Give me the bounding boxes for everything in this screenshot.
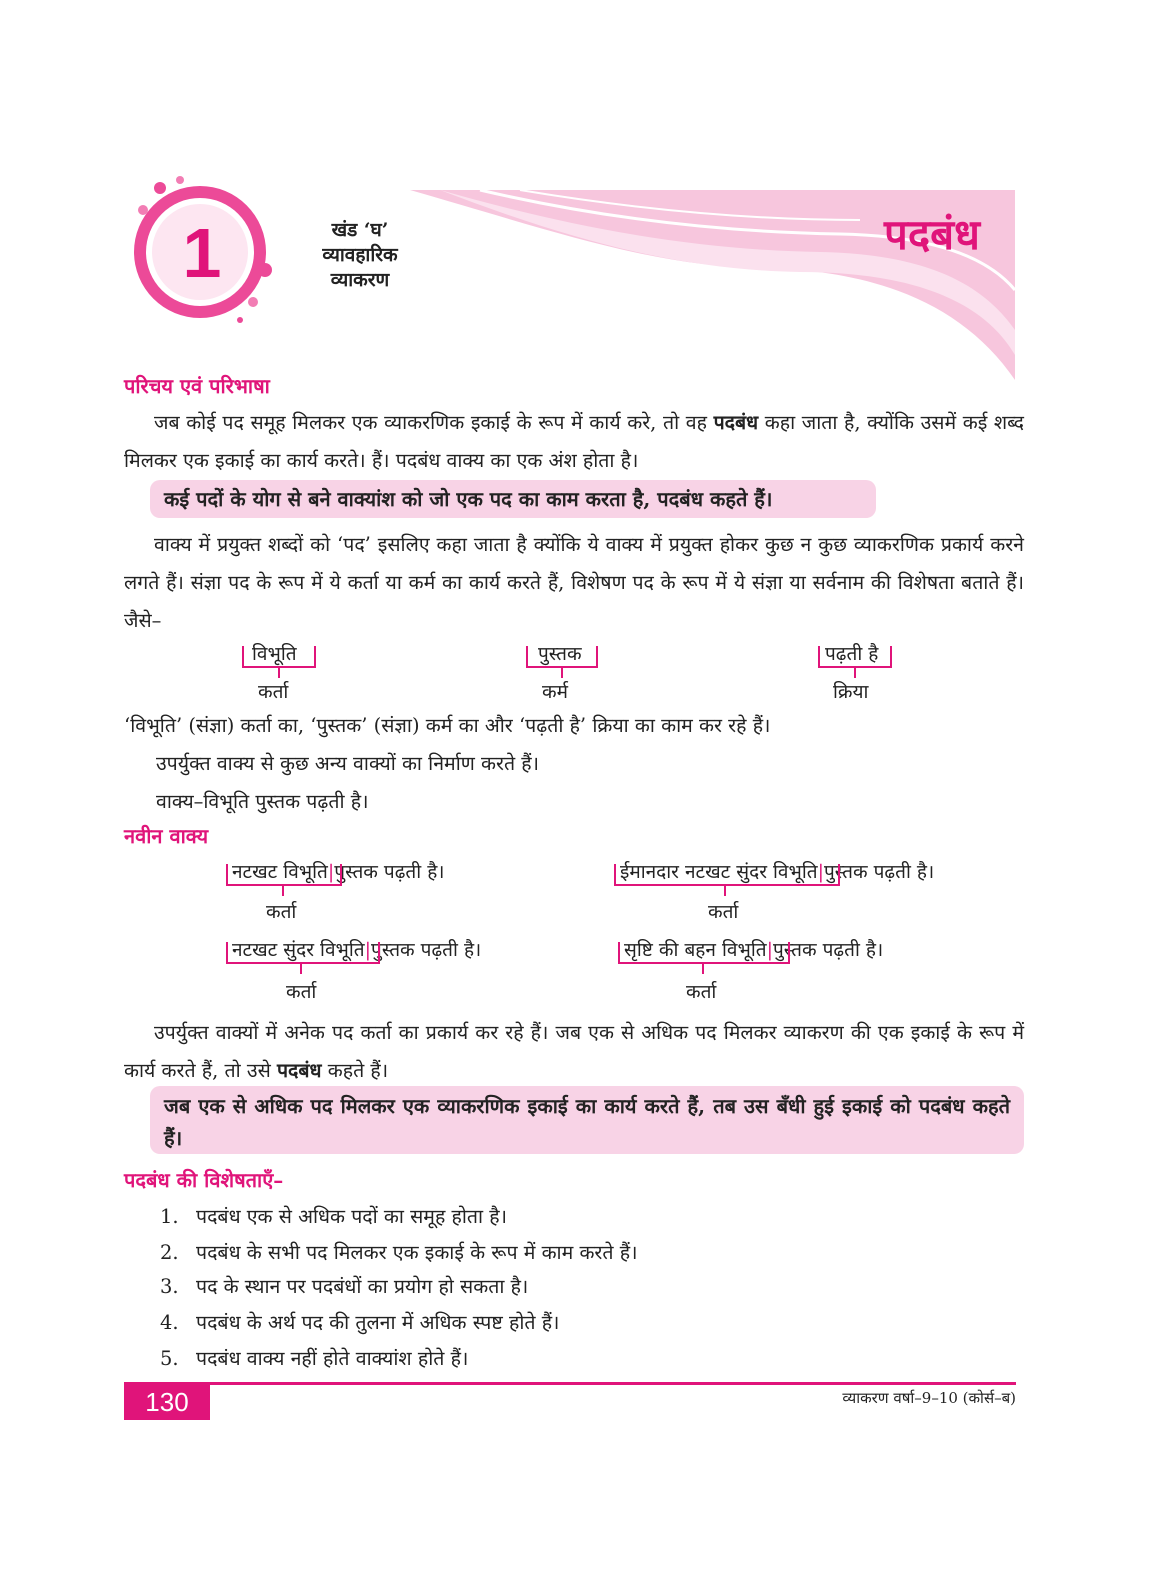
intro-text-1: जब कोई पद समूह मिलकर एक व्याकरणिक इकाई के रूप में कार्य करे, तो वह: [154, 411, 714, 434]
sentence-2-rest: पुस्तक पढ़ती है।: [824, 861, 935, 883]
definition-text-2: जब एक से अधिक पद मिलकर एक व्याकरणिक इकाई का कार्य करते हैं, तब उस बँधी हुई इकाई को पदबंध कहते हैं।: [164, 1094, 1010, 1150]
feature-text-3: पद के स्थान पर पदबंधों का प्रयोग हो सकता है।: [196, 1275, 529, 1298]
feature-item-5: [160, 1344, 468, 1371]
sentence-3-phrase: नटखट सुंदर विभूति: [232, 939, 365, 961]
chapter-number: 1: [182, 214, 222, 292]
summary-text-1: उपर्युक्त वाक्यों में अनेक पद कर्ता का प्रकार्य कर रहे हैं। जब एक से अधिक पद मिलकर व्याकरण की एक इकाई के रूप में कार्य करते हैं, तो उसे: [124, 1021, 1024, 1082]
sentence-2-tick: [724, 886, 726, 896]
section-line-3: व्याकरण: [330, 269, 390, 291]
sentence-2-bracket: [614, 864, 840, 886]
sentence-1: नटखट विभूति|पुस्तक पढ़ती है।: [232, 861, 445, 883]
diagram-bracket-2: [526, 646, 598, 668]
intro-text-2: कहा जाता है, क्योंकि उसमें कई शब्द मिलकर एक इकाई का कार्य करते। हैं। पदबंध वाक्य का एक अंश होता है।: [124, 411, 1025, 472]
pad-explanation-paragraph: वाक्य में प्रयुक्त शब्दों को ‘पद’ इसलिए कहा जाता है क्योंकि ये वाक्य में प्रयुक्त होकर कुछ न कुछ व्याकरणिक प्रकार्य करने लगते हैं। संज्ञा पद के रूप में ये कर्ता या कर्म का कार्य करते हैं, विशेषण पद के रूप में ये संज्ञा या सर्वनाम की विशेषता बताते हैं। जैसे–: [124, 533, 1024, 632]
chapter-title: पदबंध: [884, 210, 980, 259]
diagram-tick-3: [854, 668, 856, 678]
diagram-label-kriya: क्रिया: [833, 681, 869, 703]
diagram-word-vibhuti: विभूति: [252, 643, 297, 665]
sentence-3-bracket: [226, 942, 380, 964]
feature-item-3: [160, 1272, 528, 1299]
feature-item-4: [160, 1308, 559, 1335]
footer-rule: [124, 1382, 1016, 1385]
diagram-tick-1: [278, 668, 280, 678]
sentence-4-phrase: सृष्टि की बहन विभूति: [624, 939, 767, 961]
padbandh-summary-paragraph: [124, 1014, 1024, 1090]
book-title: व्याकरण वर्षा–9–10 (कोर्स–ब): [842, 1389, 1016, 1407]
page-number: 130: [124, 1384, 210, 1420]
intro-paragraph: [124, 404, 1024, 480]
feature-num-1: 1.: [160, 1205, 179, 1228]
sentence-4: सृष्टि की बहन विभूति|पुस्तक पढ़ती है।: [624, 939, 884, 961]
summary-bold-term: पदबंध: [276, 1059, 322, 1082]
feature-text-4: पदबंध के अर्थ पद की तुलना में अधिक स्पष्ट होते हैं।: [196, 1311, 560, 1334]
derivation-line: उपर्युक्त वाक्य से कुछ अन्य वाक्यों का निर्माण करते हैं।: [156, 752, 540, 775]
feature-text-1: पदबंध एक से अधिक पदों का समूह होता है।: [196, 1205, 508, 1228]
sample-sentence: वाक्य–विभूति पुस्तक पढ़ती है।: [156, 790, 369, 813]
section-heading-features: पदबंध की विशेषताएँ–: [124, 1168, 284, 1192]
feature-item-1: [160, 1202, 507, 1229]
section-heading-new-sentences: नवीन वाक्य: [124, 824, 209, 848]
sentence-1-rest: पुस्तक पढ़ती है।: [334, 861, 445, 883]
diagram-label-karta: कर्ता: [258, 681, 289, 703]
definition-callout-1: [150, 480, 876, 518]
sentence-4-rest: पुस्तक पढ़ती है।: [772, 939, 884, 961]
section-line-2: व्यावहारिक: [322, 244, 398, 266]
diagram-explanation: ‘विभूति’ (संज्ञा) कर्ता का, ‘पुस्तक’ (संज्ञा) कर्म का और ‘पढ़ती है’ क्रिया का काम कर रहे हैं।: [124, 714, 771, 737]
sentence-1-tick: [282, 886, 284, 896]
definition-callout-2: [150, 1086, 1024, 1154]
diagram-word-pustak: पुस्तक: [538, 643, 582, 665]
intro-bold-term: पदबंध: [713, 411, 759, 434]
diagram-bracket-1: [242, 646, 316, 668]
section-label: [312, 218, 408, 293]
sentence-2-phrase: ईमानदार नटखट सुंदर विभूति: [620, 861, 818, 883]
sentence-3-label: कर्ता: [286, 981, 317, 1003]
definition-text-1: कई पदों के योग से बने वाक्यांश को जो एक पद का काम करता है, पदबंध कहते हैं।: [164, 487, 773, 511]
feature-num-2: 2.: [160, 1241, 179, 1264]
feature-text-5: पदबंध वाक्य नहीं होते वाक्यांश होते हैं।: [196, 1347, 469, 1370]
section-line-1: खंड ‘घ’: [331, 219, 389, 241]
sentence-3-rest: पुस्तक पढ़ती है।: [371, 939, 482, 961]
sentence-1-bracket: [226, 864, 342, 886]
feature-num-3: 3.: [160, 1275, 179, 1298]
feature-text-2: पदबंध के सभी पद मिलकर एक इकाई के रूप में काम करते हैं।: [196, 1241, 638, 1264]
diagram-word-padhti-hai: पढ़ती है: [825, 643, 879, 665]
sentence-2-label: कर्ता: [708, 901, 739, 923]
summary-text-2: कहते हैं।: [321, 1059, 389, 1082]
sentence-3-tick: [300, 964, 302, 974]
sentence-3: नटखट सुंदर विभूति|पुस्तक पढ़ती है।: [232, 939, 482, 961]
sentence-1-label: कर्ता: [266, 901, 297, 923]
diagram-label-karm: कर्म: [542, 681, 568, 703]
feature-item-2: [160, 1238, 637, 1265]
sentence-1-phrase: नटखट विभूति: [232, 861, 328, 883]
feature-num-5: 5.: [160, 1347, 179, 1370]
sentence-4-tick: [702, 964, 704, 974]
section-heading-intro: परिचय एवं परिभाषा: [124, 374, 270, 398]
sentence-4-label: कर्ता: [686, 981, 717, 1003]
sentence-4-bracket: [618, 942, 790, 964]
diagram-bracket-3: [818, 646, 892, 668]
sentence-2: ईमानदार नटखट सुंदर विभूति|पुस्तक पढ़ती है।: [620, 861, 935, 883]
feature-num-4: 4.: [160, 1311, 179, 1334]
diagram-tick-2: [561, 668, 563, 678]
